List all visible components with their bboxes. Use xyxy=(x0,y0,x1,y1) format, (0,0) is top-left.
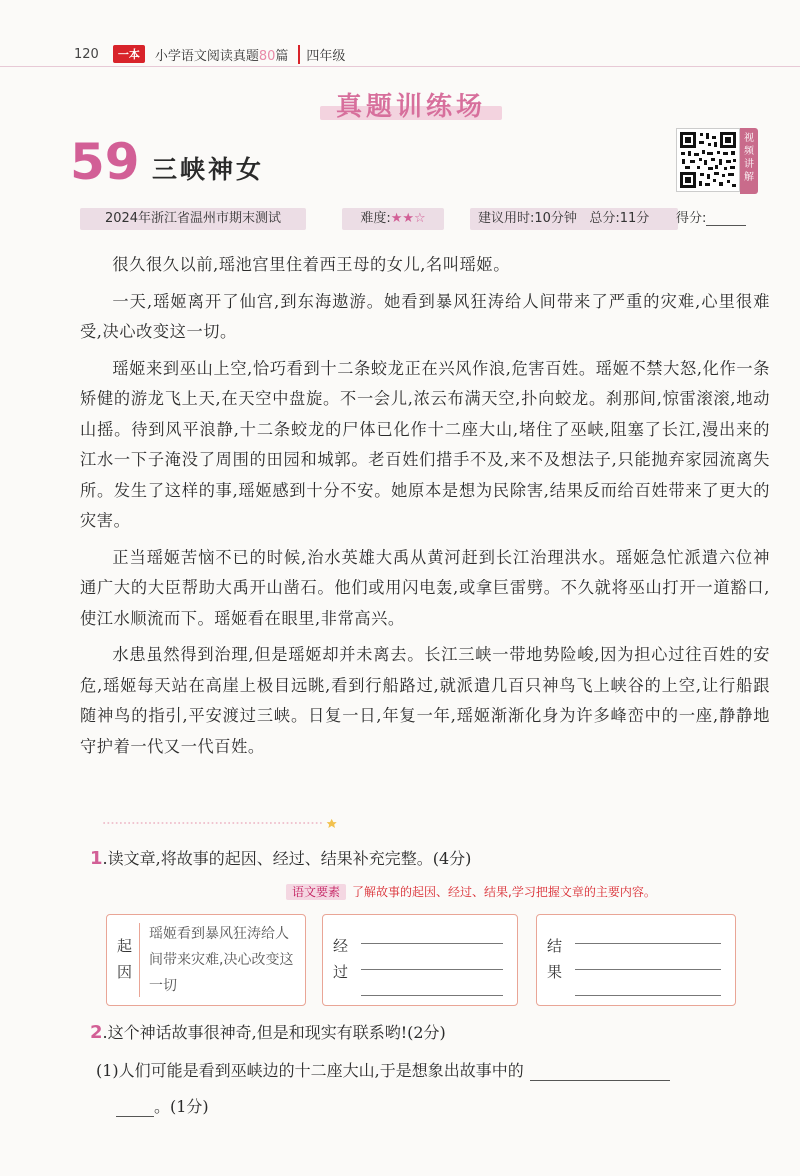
answer-blank[interactable] xyxy=(530,1064,670,1081)
info-bar xyxy=(80,208,760,230)
time-and-score xyxy=(470,208,678,230)
page-number: 120 xyxy=(74,46,99,62)
cause-box xyxy=(106,914,306,1006)
question-2 xyxy=(90,1020,446,1043)
answer-line[interactable] xyxy=(575,943,721,944)
question-text: .读文章,将故事的起因、经过、结果补充完整。(4分) xyxy=(102,849,472,868)
header-divider xyxy=(0,66,800,67)
banner-text: 真题训练场 xyxy=(335,92,486,122)
running-header xyxy=(74,44,345,64)
book-title-number: 80 xyxy=(258,48,276,64)
score-got xyxy=(676,208,746,230)
process-label: 经过 xyxy=(333,937,349,981)
lesson-number: 59 xyxy=(70,133,140,191)
score-blank[interactable] xyxy=(706,211,746,226)
result-label: 结果 xyxy=(547,937,563,981)
answer-line[interactable] xyxy=(361,995,503,996)
question-2-sub-1 xyxy=(96,1058,776,1081)
brand-logo: 一本 xyxy=(113,45,145,63)
score-got-label: 得分: xyxy=(676,211,707,226)
star-icon xyxy=(327,819,337,828)
question-text: .这个神话故事很神奇,但是和现实有联系哟!(2分) xyxy=(102,1023,446,1042)
difficulty-label: 难度: xyxy=(360,211,391,226)
book-title xyxy=(155,45,289,64)
sub-question-text: (1)人们可能是看到巫峡边的十二座大山,于是想象出故事中的 xyxy=(96,1061,524,1080)
paragraph: 很久很久以前,瑶池宫里住着西王母的女儿,名叫瑶姬。 xyxy=(112,255,510,274)
exam-source: 2024年浙江省温州市期末测试 xyxy=(80,208,306,230)
lesson-title: 三峡神女 xyxy=(152,155,265,184)
qr-code-icon[interactable] xyxy=(676,128,740,192)
question-2-sub-1-cont xyxy=(116,1094,209,1117)
paragraph: 正当瑶姬苦恼不已的时候,治水英雄大禹从黄河赶到长江治理洪水。瑶姬急忙派遣六位神通广大的大臣帮助大禹开山凿石。他们或用闪电轰,或拿巨雷劈。不久就将巫山打开一道豁口,使江水顺流而下。瑶姬看在眼里,非常高兴。 xyxy=(80,547,770,628)
answer-line[interactable] xyxy=(575,969,721,970)
paragraph: 瑶姬来到巫山上空,恰巧看到十二条蛟龙正在兴风作浪,危害百姓。瑶姬不禁大怒,化作一条矫健的游龙飞上天,在天空中盘旋。不一会儿,浓云布满天空,扑向蛟龙。刹那间,惊雷滚滚,地动山摇。待到风平浪静,十二条蛟龙的尸体已化作十二座大山,堵住了巫峡,阻塞了长江,漫出来的江水一下子淹没了周围的田园和城郭。老百姓们措手不及,来不及想法子,只能抛弃家园流离失所。发生了这样的事,瑶姬感到十分不安。她原本是想为民除害,结果反而给百姓带来了更大的灾害。 xyxy=(80,358,770,530)
difficulty xyxy=(342,208,444,230)
suggested-time: 建议用时:10分钟 xyxy=(478,211,577,226)
dotted-divider xyxy=(80,818,360,828)
book-title-suffix: 篇 xyxy=(275,48,289,64)
section-banner xyxy=(320,86,502,122)
element-text: 了解故事的起因、经过、结果,学习把握文章的主要内容。 xyxy=(352,885,656,899)
difficulty-stars-icon: ★★☆ xyxy=(390,211,426,226)
element-tag: 语文要素 xyxy=(286,884,346,900)
article-body xyxy=(80,250,770,768)
video-tag: 视频讲解 xyxy=(740,128,758,194)
cause-label: 起因 xyxy=(117,937,133,981)
answer-blank[interactable] xyxy=(116,1100,154,1117)
total-score: 总分:11分 xyxy=(589,211,650,226)
answer-line[interactable] xyxy=(361,969,503,970)
question-number: 2 xyxy=(90,1022,103,1043)
paragraph: 一天,瑶姬离开了仙宫,到东海遨游。她看到暴风狂涛给人间带来了严重的灾难,心里很难受,决心改变这一切。 xyxy=(80,291,770,341)
answer-line[interactable] xyxy=(575,995,721,996)
grade-label: 四年级 xyxy=(298,45,345,64)
process-box xyxy=(322,914,518,1006)
cause-answer: 瑶姬看到暴风狂涛给人间带来灾难,决心改变这一切 xyxy=(149,926,294,994)
paragraph: 水患虽然得到治理,但是瑶姬却并未离去。长江三峡一带地势险峻,因为担心过往百姓的安危,瑶姬每天站在高崖上极目远眺,看到行船路过,就派遣几百只神鸟飞上峡谷的上空,让行船跟随神鸟的指引,平安渡过三峡。日复一日,年复一年,瑶姬渐渐化身为许多峰峦中的一座,静静地守护着一代又一代百姓。 xyxy=(80,645,770,756)
book-title-prefix: 小学语文阅读真题 xyxy=(154,48,259,64)
result-box xyxy=(536,914,736,1006)
question-1 xyxy=(90,846,471,869)
box-divider xyxy=(139,923,140,997)
sub-question-end: 。(1分) xyxy=(154,1097,209,1116)
question-number: 1 xyxy=(90,848,103,869)
answer-line[interactable] xyxy=(361,943,503,944)
language-element xyxy=(286,883,656,900)
